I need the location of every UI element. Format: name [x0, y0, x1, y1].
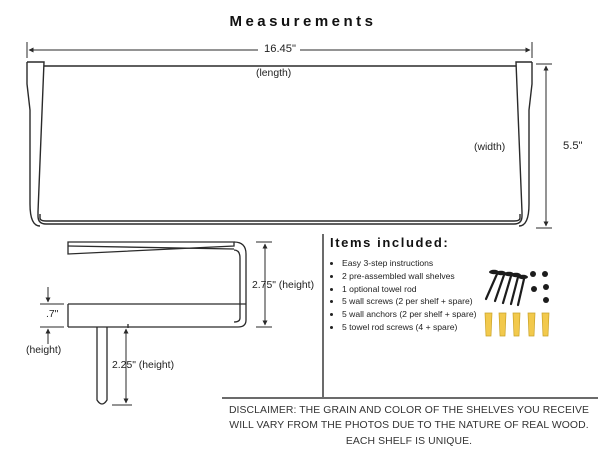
list-item: • Easy 3-step instructions [342, 258, 507, 269]
list-item: • 2 pre-assembled wall shelves [342, 271, 507, 282]
shelf-side-view [68, 242, 246, 404]
shelf-front-lip [40, 214, 520, 221]
rod-height-value: 2.25" (height) [112, 360, 175, 371]
towel-rod [97, 327, 107, 404]
items-list [330, 258, 507, 335]
items-included-title: Items included: [330, 235, 450, 250]
width-label: (width) [474, 142, 506, 153]
page-title: Measurements [229, 13, 377, 30]
thickness-value: .7" [46, 309, 59, 320]
disclaimer-text: DISCLAIMER: THE GRAIN AND COLOR OF THE SHELVES YOU RECEIVE WILL VARY FROM THE PHOTOS DUE TO THE NATURE OF REAL WOOD. EACH SHELF IS UNIQUE. [228, 405, 590, 447]
shelf-height-value: 2.75" (height) [252, 280, 315, 291]
side-bracket-inner [234, 250, 240, 322]
list-item: • 1 optional towel rod [342, 284, 507, 295]
thickness-label: (height) [26, 345, 62, 356]
width-dimension [536, 64, 552, 228]
list-item: • 5 wall anchors (2 per shelf + spare) [342, 309, 507, 320]
length-label: (length) [256, 68, 292, 79]
list-item: • 5 towel rod screws (4 + spare) [342, 322, 507, 333]
towel-rod-screws [530, 271, 549, 303]
shelf-outer-outline [27, 62, 532, 224]
shelf-top-view [27, 62, 532, 226]
list-item: • 5 wall screws (2 per shelf + spare) [342, 296, 507, 307]
width-value: 5.5" [563, 140, 583, 152]
length-value: 16.45" [264, 43, 296, 55]
side-bracket-outer [68, 242, 246, 327]
